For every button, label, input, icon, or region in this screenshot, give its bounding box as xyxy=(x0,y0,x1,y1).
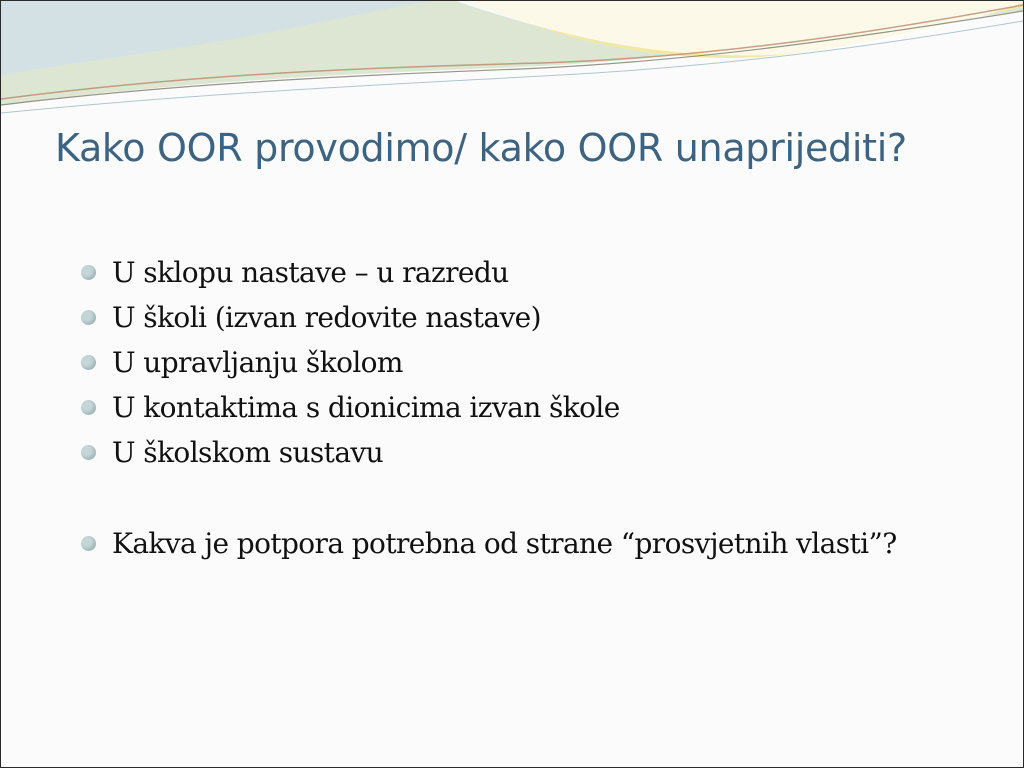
bullet-list xyxy=(81,250,897,566)
bullet-item xyxy=(81,250,897,295)
slide-title: Kako OOR provodimo/ kako OOR unaprijediti? xyxy=(55,126,907,170)
bullet-text: U školskom sustavu xyxy=(112,436,384,469)
bullet-dot-icon xyxy=(81,400,96,415)
bullet-dot-icon xyxy=(81,445,96,460)
bullet-dot-icon xyxy=(81,310,96,325)
bullet-item-question xyxy=(81,521,897,566)
bullet-text: Kakva je potpora potrebna od strane “prosvjetnih vlasti”? xyxy=(112,527,897,560)
bullet-text: U kontaktima s dionicima izvan škole xyxy=(112,391,620,424)
bullet-item xyxy=(81,385,897,430)
bullet-text: U školi (izvan redovite nastave) xyxy=(112,301,541,334)
bullet-item xyxy=(81,340,897,385)
bullet-dot-icon xyxy=(81,265,96,280)
bullet-item xyxy=(81,295,897,340)
bullet-text: U sklopu nastave – u razredu xyxy=(112,256,509,289)
bullet-text: U upravljanju školom xyxy=(112,346,403,379)
bullet-item xyxy=(81,430,897,475)
decorative-wave-banner xyxy=(1,1,1023,121)
bullet-dot-icon xyxy=(81,536,96,551)
bullet-dot-icon xyxy=(81,355,96,370)
